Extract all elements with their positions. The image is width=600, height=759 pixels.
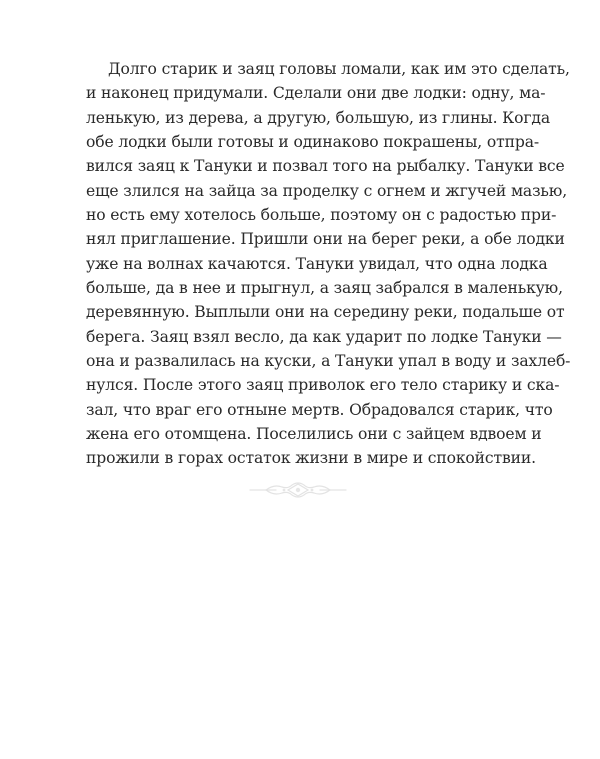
paragraph-line: но есть ему хотелось больше, поэтому он с радостью при- bbox=[86, 205, 557, 224]
paragraph-line: нулся. После этого заяц приволок его тело старику и ска- bbox=[86, 376, 560, 395]
paragraph-line: и наконец придумали. Сделали они две лодки: одну, ма- bbox=[86, 84, 546, 103]
story-paragraph bbox=[86, 57, 571, 471]
paragraph-line: больше, да в нее и прыгнул, а заяц забрался в маленькую, bbox=[86, 278, 563, 297]
paragraph-line: Долго старик и заяц головы ломали, как им это сделать, bbox=[108, 60, 570, 78]
paragraph-line: обе лодки были готовы и одинаково покрашены, отпра- bbox=[86, 132, 539, 151]
paragraph-line: деревянную. Выплыли они на середину реки, подальше от bbox=[86, 303, 565, 322]
ornament-divider-icon bbox=[248, 480, 348, 500]
paragraph-line: нял приглашение. Пришли они на берег реки, а обе лодки bbox=[86, 230, 565, 249]
paragraph-line: прожили в горах остаток жизни в мире и спокойствии. bbox=[86, 449, 536, 468]
paragraph-line: еще злился на зайца за проделку с огнем и жгучей мазью, bbox=[86, 181, 567, 200]
paragraph-line: жена его отомщена. Поселились они с зайцем вдвоем и bbox=[86, 424, 542, 443]
paragraph-line: берега. Заяц взял весло, да как ударит по лодке Тануки — bbox=[86, 327, 562, 346]
paragraph-line: уже на волнах качаются. Тануки увидал, что одна лодка bbox=[86, 254, 548, 273]
paragraph-line: зал, что враг его отныне мертв. Обрадовался старик, что bbox=[86, 400, 553, 419]
paragraph-line: вился заяц к Тануки и позвал того на рыбалку. Тануки все bbox=[86, 157, 565, 176]
paragraph-line: ленькую, из дерева, а другую, большую, из глины. Когда bbox=[86, 108, 550, 127]
paragraph-line: она и развалилась на куски, а Тануки упал в воду и захлеб- bbox=[86, 351, 571, 370]
